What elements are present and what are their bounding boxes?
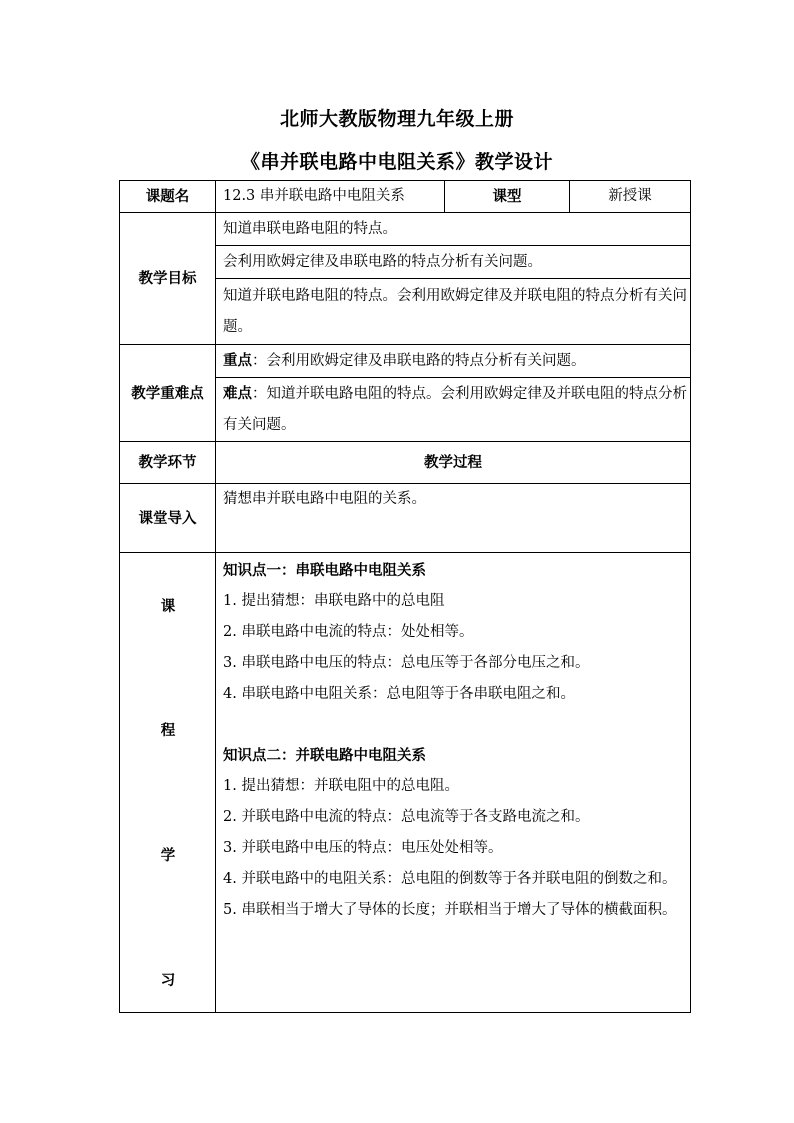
intro-label: 课堂导入 [120,484,216,553]
objective-item: 知道串联电路电阻的特点。 [216,213,691,246]
section-item: 3. 并联电路中电压的特点：电压处处相等。 [223,840,503,856]
difficult-point-text: 知道并联电路电阻的特点。会利用欧姆定律及并联电阻的特点分析有关问题。 [223,386,687,433]
key-point-text: 会利用欧姆定律及串联电路的特点分析有关问题。 [266,353,586,369]
section-gap [223,710,690,740]
key-point [216,345,691,378]
learning-content [216,553,691,1013]
stage-header: 教学环节 [120,442,216,484]
difficult-point-label: 难点 [223,385,252,402]
process-header: 教学过程 [216,442,691,484]
section-item: 4. 串联电路中电阻关系：总电阻等于各串联电阻之和。 [223,686,575,702]
objective-row [120,213,691,246]
topic-row [120,181,691,213]
difficult-point [216,378,691,442]
lesson-plan-table [119,180,691,1013]
section-item: 1. 提出猜想：串联电路中的总电阻 [223,593,445,609]
learning-row [120,553,691,1013]
learning-label [120,553,216,1013]
keypoint-row [120,345,691,378]
type-value: 新授课 [570,181,691,213]
document-title: 北师大教版物理九年级上册 [279,108,514,130]
learning-label-char: 程 [160,722,176,739]
section-title: 知识点一：串联电路中电阻关系 [223,562,426,579]
section-item: 3. 串联电路中电压的特点：总电压等于各部分电压之和。 [223,655,590,671]
learning-label-char: 课 [160,598,176,615]
objective-item: 知道并联电路电阻的特点。会利用欧姆定律及并联电阻的特点分析有关问题。 [216,279,691,345]
section-item: 4. 并联电路中的电阻关系：总电阻的倒数等于各并联电阻的倒数之和。 [223,871,677,887]
section-item: 2. 串联电路中电流的特点：处处相等。 [223,624,474,640]
objective-item: 会利用欧姆定律及串联电路的特点分析有关问题。 [216,246,691,279]
keypoints-label: 教学重难点 [120,345,216,442]
difficult-point-separator: ： [252,386,267,402]
learning-label-char: 学 [160,847,176,864]
section-item: 1. 提出猜想：并联电阻中的总电阻。 [223,778,459,794]
intro-row [120,484,691,553]
type-label: 课型 [445,181,570,213]
section-item: 5. 串联相当于增大了导体的长度；并联相当于增大了导体的横截面积。 [223,902,677,918]
objectives-label: 教学目标 [120,213,216,345]
topic-value: 12.3 串并联电路中电阻关系 [216,181,445,213]
topic-label: 课题名 [120,181,216,213]
key-point-label: 重点 [223,352,252,369]
section-item: 2. 并联电路中电流的特点：总电流等于各支路电流之和。 [223,809,590,825]
section-title: 知识点二：并联电路中电阻关系 [223,747,426,764]
process-header-row [120,442,691,484]
intro-text: 猜想串并联电路中电阻的关系。 [216,484,691,553]
key-point-separator: ： [252,353,267,369]
learning-label-char: 习 [160,972,176,989]
document-subtitle: 《串并联电路中电阻关系》教学设计 [240,151,553,173]
